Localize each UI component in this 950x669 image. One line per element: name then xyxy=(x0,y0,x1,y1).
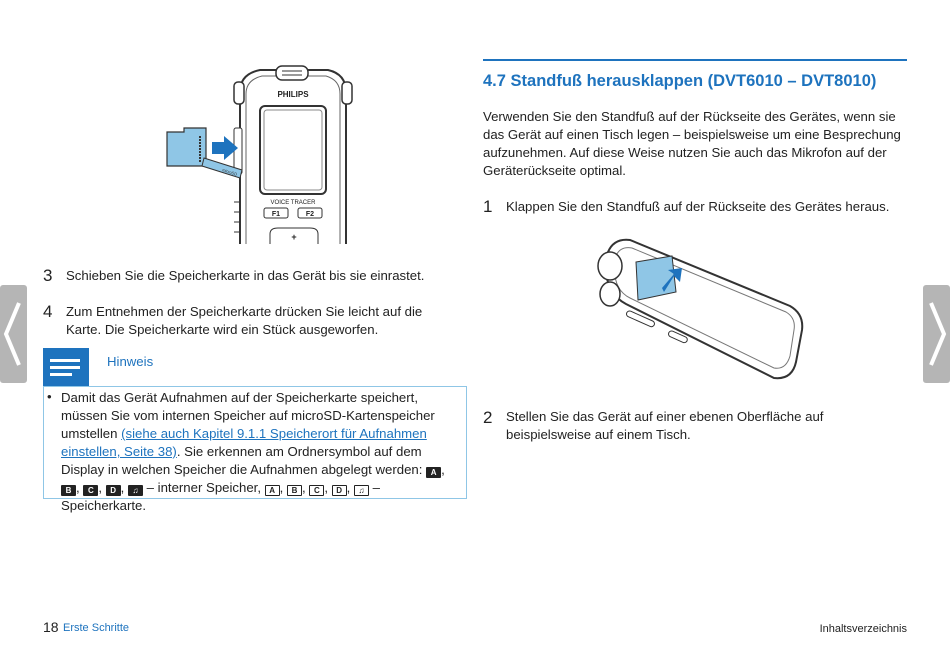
folder-icon-internal-c: C xyxy=(83,485,98,496)
step-1-number: 1 xyxy=(483,197,493,216)
note-bullet: • xyxy=(47,389,52,404)
step-3-number: 3 xyxy=(43,266,53,285)
card-label: microSD xyxy=(221,167,238,177)
note-label: Hinweis xyxy=(107,354,154,369)
page-number: 18 xyxy=(43,619,59,635)
toc-link[interactable]: Inhaltsverzeichnis xyxy=(819,623,907,635)
folder-icon-internal-d: D xyxy=(106,485,121,496)
section-title: 4.7 Standfuß herausklappen (DVT6010 – DVT8010) xyxy=(483,72,877,90)
step-4-number: 4 xyxy=(43,302,53,321)
memory-card-label: – Speicherkarte. xyxy=(61,480,380,513)
note-text-before-link: Damit das Gerät Aufnahmen auf der Speicherkarte speichert, müssen Sie vom internen Speicher auf microSD-Kartenspeicher umstellen xyxy=(61,390,435,441)
step-1-text: Klappen Sie den Standfuß auf der Rückseite des Gerätes heraus. xyxy=(506,199,890,214)
prev-page-button[interactable] xyxy=(0,285,27,383)
f2-key-label: F2 xyxy=(305,211,315,218)
chapter-link[interactable]: (siehe auch Kapitel 9.1.1 Speicherort für Aufnahmen einstellen, Seite 38) xyxy=(61,426,427,459)
folder-icon-card-a: A xyxy=(265,485,280,496)
note-icon xyxy=(43,348,89,386)
step-2-text: Stellen Sie das Gerät auf einer ebenen Oberfläche auf beispielsweise auf einem Tisch. xyxy=(506,409,824,442)
chevron-left-icon xyxy=(0,285,27,383)
chevron-right-icon xyxy=(923,285,950,383)
section-intro: Verwenden Sie den Standfuß auf der Rückseite des Gerätes, wenn sie das Gerät auf einen Tisch legen – beispielsweise um eine Besprechung aufzunehmen. Auf diese Weise nutzen Sie auch das Mikrofon auf der Geräterückseite optimal. xyxy=(483,109,901,178)
note-text-after-link: . Sie erkennen am Ordnersymbol auf dem Display in welchen Speicher die Aufnahmen abgelegt werden: xyxy=(61,444,427,477)
section-rule xyxy=(483,59,907,61)
sd-card-insertion-illustration xyxy=(160,62,360,247)
footer-section-link[interactable]: Erste Schritte xyxy=(63,622,130,634)
folder-icon-card-d: D xyxy=(332,485,347,496)
folder-icon-internal-a: A xyxy=(426,467,441,478)
folder-icon-card-b: B xyxy=(287,485,302,496)
step-3-text: Schieben Sie die Speicherkarte in das Gerät bis sie einrastet. xyxy=(66,268,425,283)
step-4-text: Zum Entnehmen der Speicherkarte drücken Sie leicht auf die Karte. Die Speicherkarte wird ein Stück ausgeworfen. xyxy=(66,304,423,337)
plus-key-label: + xyxy=(291,232,297,242)
folder-icon-internal-music: ♫ xyxy=(128,485,143,496)
note-text: Damit das Gerät Aufnahmen auf der Speicherkarte speichert, müssen Sie vom internen Speicher auf microSD-Kartenspeicher umstellen (siehe auch Kapitel 9.1.1 Speicherort für Aufnahmen einstellen, Seite 38). Sie erkennen am Ordnersymbol auf dem Display in welchen Speicher die Aufnahmen abgelegt werden: A , B , C , D , ♫ – interner Speicher, A , B , C , D , ♫ – Speicherkarte. xyxy=(61,390,445,513)
folder-icon-card-music: ♫ xyxy=(354,485,369,496)
model-label: VOICE TRACER xyxy=(270,200,316,206)
stand-illustration xyxy=(590,232,810,384)
next-page-button[interactable] xyxy=(923,285,950,383)
brand-label: PHILIPS xyxy=(277,90,309,99)
step-2-number: 2 xyxy=(483,408,493,427)
internal-memory-label: – interner Speicher, xyxy=(142,480,265,495)
f1-key-label: F1 xyxy=(271,211,281,218)
folder-icon-internal-b: B xyxy=(61,485,76,496)
folder-icon-card-c: C xyxy=(309,485,324,496)
